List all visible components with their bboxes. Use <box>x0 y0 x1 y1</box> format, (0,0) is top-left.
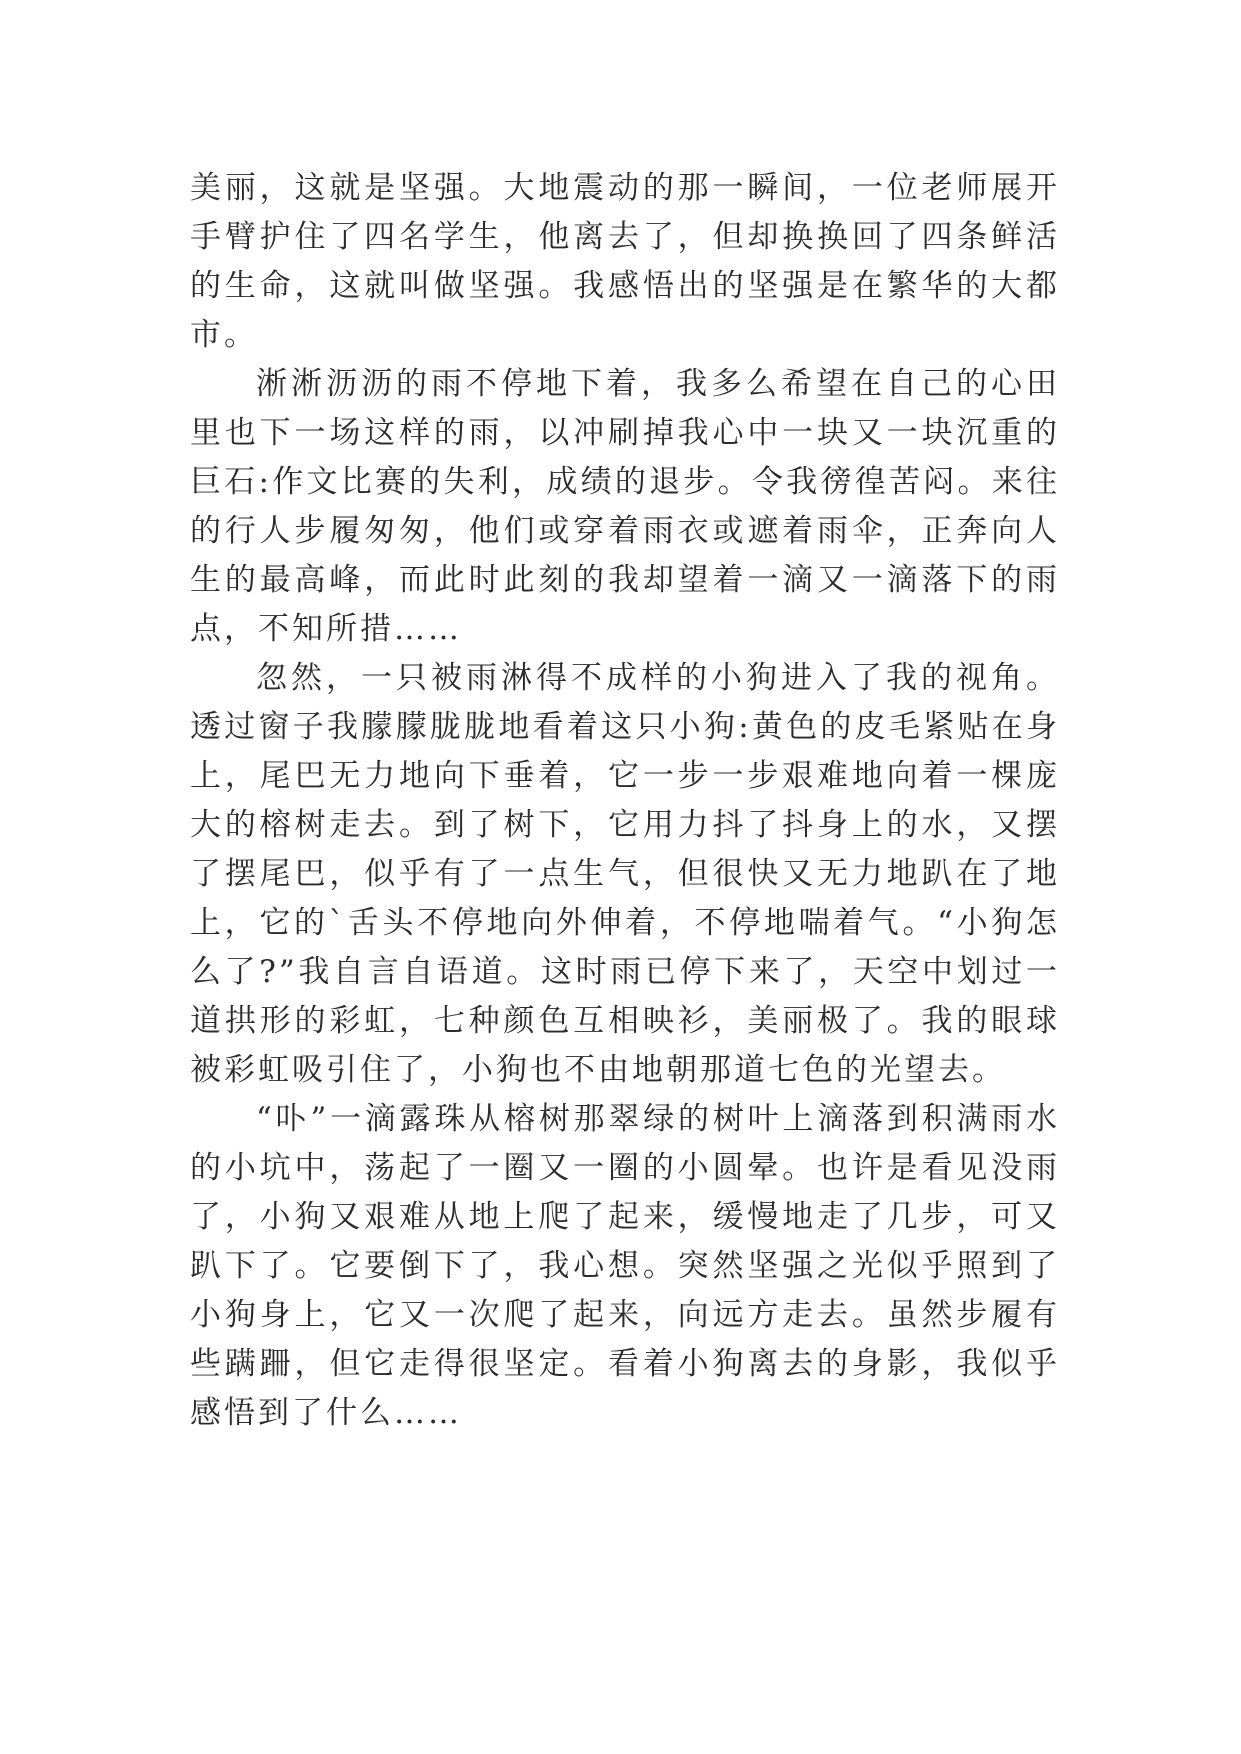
paragraph-4: “卟”一滴露珠从榕树那翠绿的树叶上滴落到积满雨水的小坑中，荡起了一圈又一圈的小圆晕。也许是看见没雨了，小狗又艰难从地上爬了起来，缓慢地走了几步，可又趴下了。它要倒下了，我心想。突然坚强之光似乎照到了小狗身上，它又一次爬了起来，向远方走去。虽然步履有些蹒跚，但它走得很坚定。看着小狗离去的身影，我似乎感悟到了什么…… <box>190 1101 1060 1431</box>
document-body <box>190 164 1060 1438</box>
paragraph-1: 美丽，这就是坚强。大地震动的那一瞬间，一位老师展开手臂护住了四名学生，他离去了，但却换换回了四条鲜活的生命，这就叫做坚强。我感悟出的坚强是在繁华的大都市。 <box>190 170 1060 353</box>
paragraph-2: 淅淅沥沥的雨不停地下着，我多么希望在自己的心田里也下一场这样的雨，以冲刷掉我心中一块又一块沉重的巨石:作文比赛的失利，成绩的退步。令我徬徨苦闷。来往的行人步履匆匆，他们或穿着雨衣或遮着雨伞，正奔向人生的最高峰，而此时此刻的我却望着一滴又一滴落下的雨点，不知所措…… <box>190 366 1060 647</box>
paragraph-3: 忽然，一只被雨淋得不成样的小狗进入了我的视角。透过窗子我朦朦胧胧地看着这只小狗:黄色的皮毛紧贴在身上，尾巴无力地向下垂着，它一步一步艰难地向着一棵庞大的榕树走去。到了树下，它用力抖了抖身上的水，又摆了摆尾巴，似乎有了一点生气，但很快又无力地趴在了地上，它的`舌头不停地向外伸着，不停地喘着气。“小狗怎么了?”我自言自语道。这时雨已停下来了，天空中划过一道拱形的彩虹，七种颜色互相映衫，美丽极了。我的眼球被彩虹吸引住了，小狗也不由地朝那道七色的光望去。 <box>190 660 1060 1088</box>
